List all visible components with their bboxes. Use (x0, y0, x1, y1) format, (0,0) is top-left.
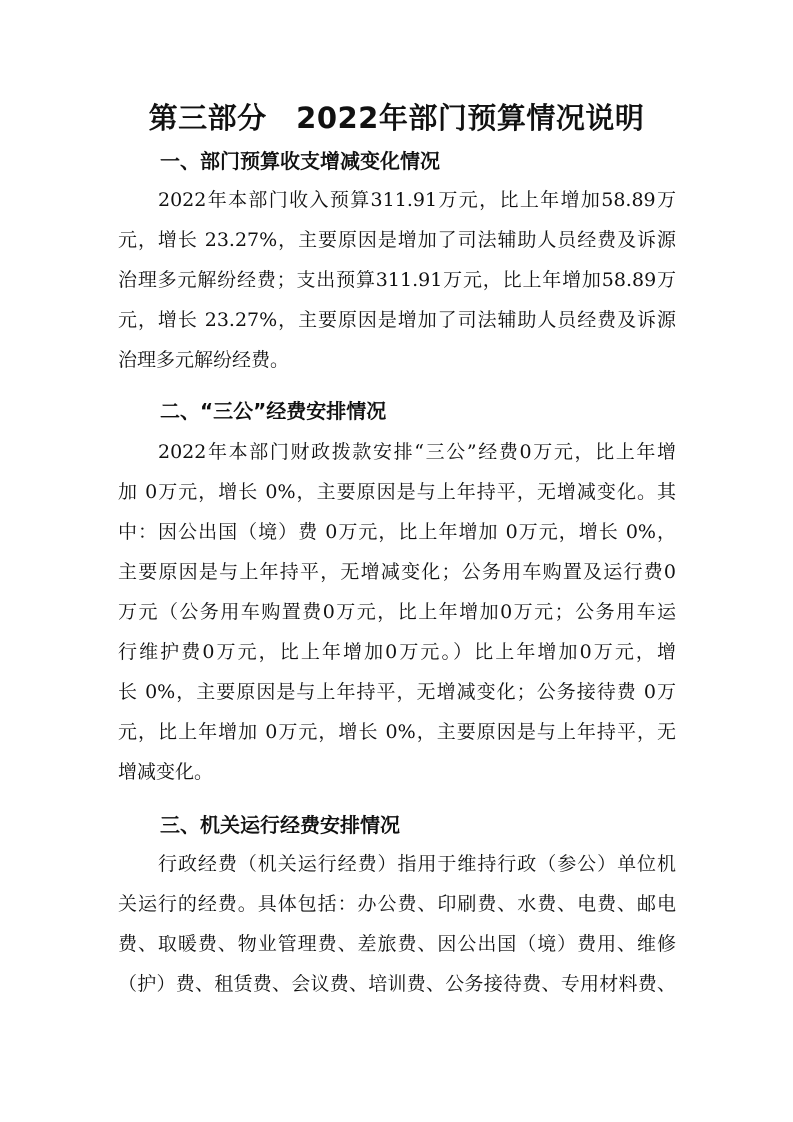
section-3-paragraph (118, 844, 676, 1004)
section-1-paragraph (118, 180, 676, 380)
section-heading-3: 三、机关运行经费安排情况 (160, 813, 400, 837)
section-heading-1: 一、部门预算收支增减变化情况 (160, 149, 440, 173)
paragraph-line: 2022年本部门财政拨款安排“三公”经费0万元，比上年增 (158, 441, 676, 463)
paragraph-line: 元，比上年增加 0万元，增长 0%，主要原因是与上年持平，无 (118, 721, 676, 743)
paragraph-line: （护）费、租赁费、会议费、培训费、公务接待费、专用材料费、 (118, 973, 676, 995)
paragraph-line: 元，增长 23.27%，主要原因是增加了司法辅助人员经费及诉源 (118, 229, 676, 251)
paragraph-line: 治理多元解纷经费。 (118, 349, 290, 371)
paragraph-line: 行维护费0万元，比上年增加0万元。）比上年增加0万元，增 (118, 641, 676, 663)
paragraph-line: 长 0%，主要原因是与上年持平，无增减变化；公务接待费 0万 (118, 681, 676, 703)
section-heading-2: 二、“三公”经费安排情况 (160, 399, 387, 423)
section-2-paragraph (118, 432, 676, 792)
paragraph-line: 关运行的经费。具体包括：办公费、印刷费、水费、电费、邮电 (118, 893, 676, 915)
paragraph-line: 费、取暖费、物业管理费、差旅费、因公出国（境）费用、维修 (118, 933, 676, 955)
paragraph-line: 2022年本部门收入预算311.91万元，比上年增加58.89万 (158, 189, 676, 211)
paragraph-line: 中：因公出国（境）费 0万元，比上年增加 0万元，增长 0%， (118, 521, 676, 543)
paragraph-line: 万元（公务用车购置费0万元，比上年增加0万元；公务用车运 (118, 601, 676, 623)
paragraph-line: 治理多元解纷经费；支出预算311.91万元，比上年增加58.89万 (118, 269, 676, 291)
paragraph-line: 主要原因是与上年持平，无增减变化；公务用车购置及运行费0 (118, 561, 676, 583)
paragraph-line: 元，增长 23.27%，主要原因是增加了司法辅助人员经费及诉源 (118, 309, 676, 331)
paragraph-line: 加 0万元，增长 0%，主要原因是与上年持平，无增减变化。其 (118, 481, 676, 503)
page-title: 第三部分 2022年部门预算情况说明 (148, 101, 645, 135)
paragraph-line: 行政经费（机关运行经费）指用于维持行政（参公）单位机 (158, 853, 676, 875)
paragraph-line: 增减变化。 (118, 761, 214, 783)
